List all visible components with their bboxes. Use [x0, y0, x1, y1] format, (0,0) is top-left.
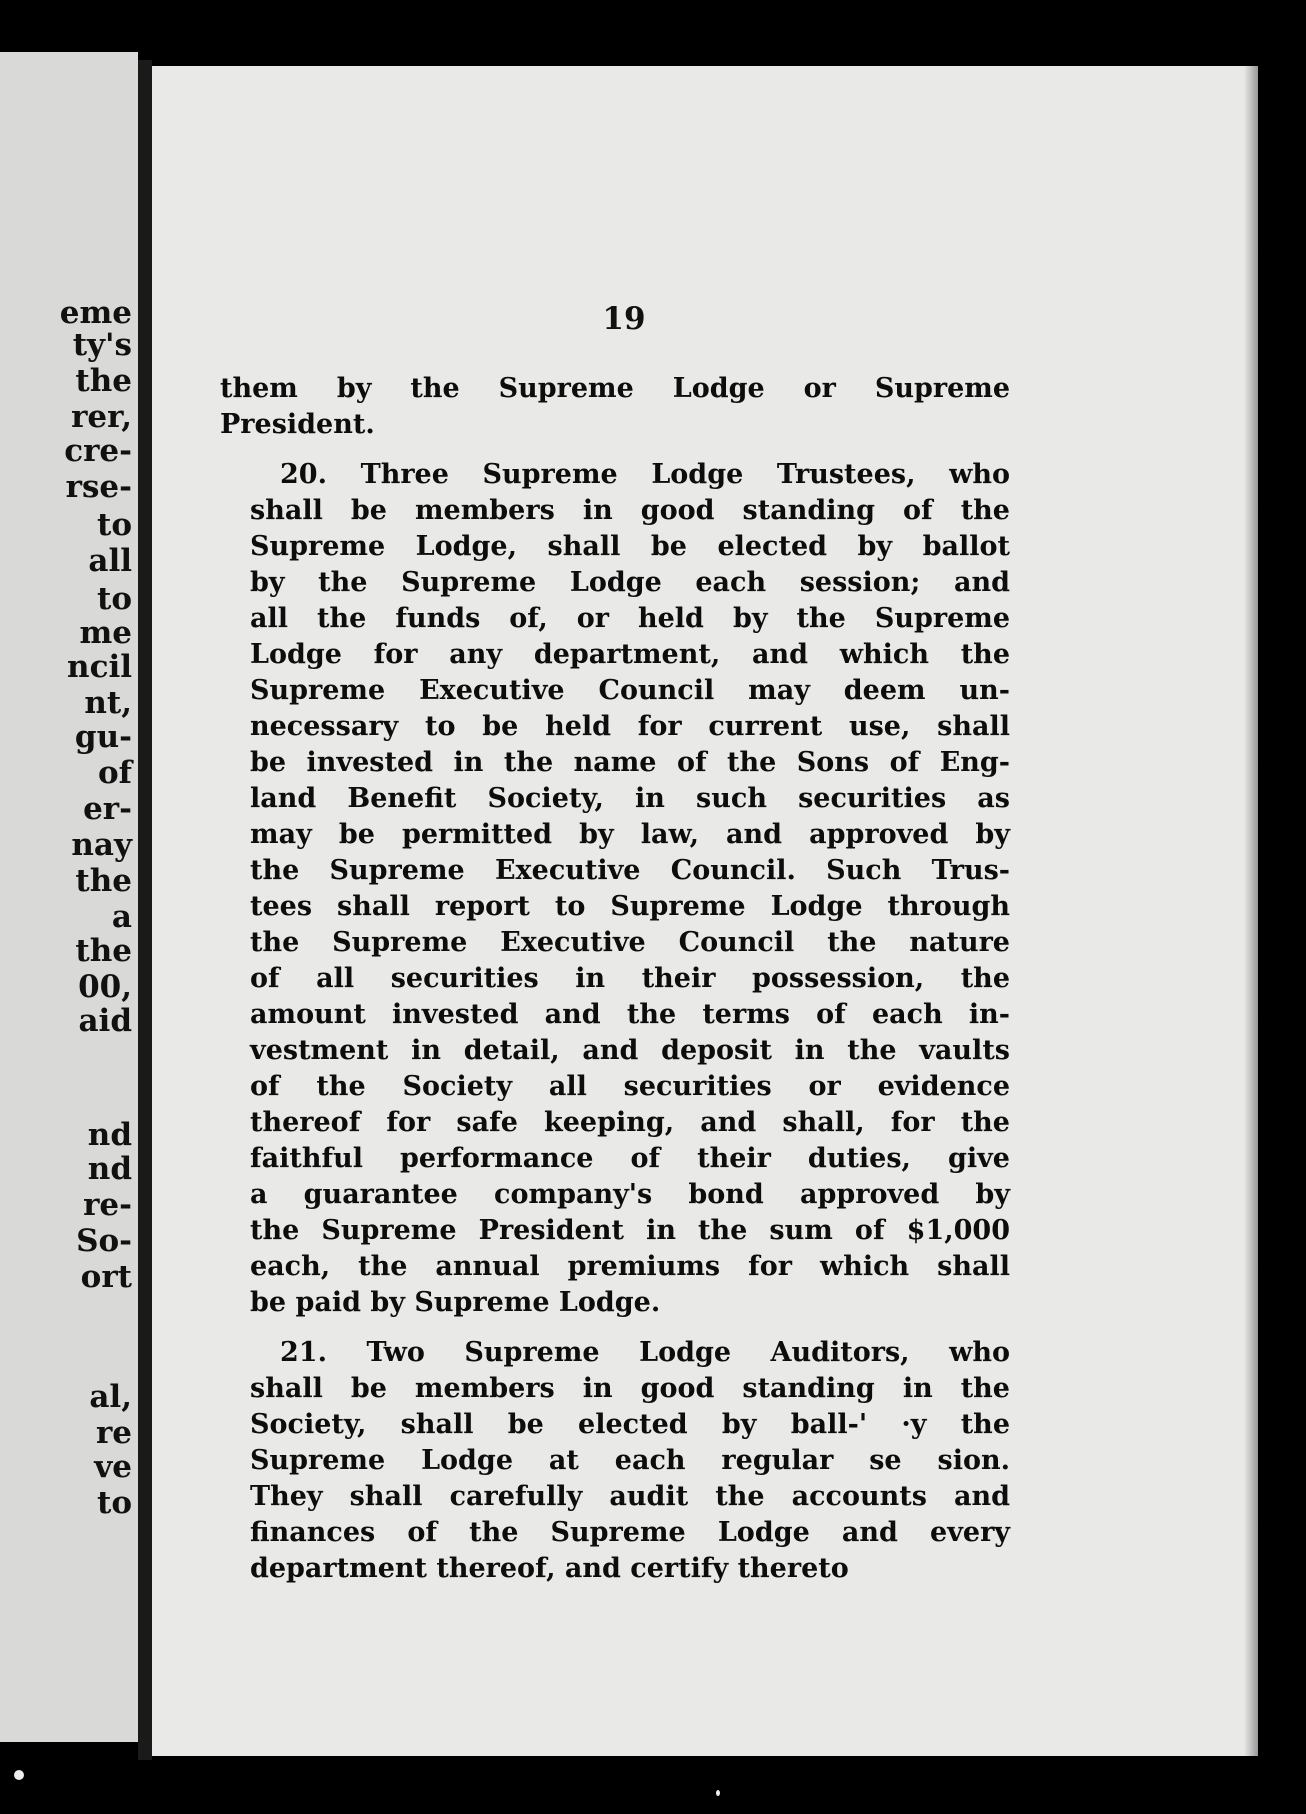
previous-page-fragment: 00,: [78, 969, 132, 1005]
previous-page-fragment: nay: [71, 827, 132, 863]
previous-page-fragment: the: [75, 863, 132, 899]
previous-page-fragment: ncil: [67, 649, 132, 685]
text-line: may be permitted by law, and approved by: [250, 819, 1010, 850]
text-line: land Benefit Society, in such securities as: [250, 783, 1010, 814]
text-line: thereof for safe keeping, and shall, for the: [250, 1107, 1010, 1138]
dust-speck: [716, 1790, 720, 1796]
previous-page-fragment: to: [97, 581, 132, 617]
previous-page-fragment: ve: [94, 1449, 132, 1485]
text-line: Supreme Lodge, shall be elected by ballot: [250, 531, 1010, 562]
text-line: of all securities in their possession, the: [250, 963, 1010, 994]
text-line: necessary to be held for current use, shall: [250, 711, 1010, 742]
previous-page-fragment: the: [75, 363, 132, 399]
text-line: be invested in the name of the Sons of Eng-: [250, 747, 1010, 778]
text-line: 20. Three Supreme Lodge Trustees, who: [280, 459, 1010, 490]
previous-page-fragment: ort: [80, 1259, 132, 1295]
page-body-text: [220, 371, 1010, 1601]
text-line: all the funds of, or held by the Supreme: [250, 603, 1010, 634]
text-line: tees shall report to Supreme Lodge through: [250, 891, 1010, 922]
text-line: Supreme Executive Council may deem un-: [250, 675, 1010, 706]
previous-page-fragment: gu-: [74, 719, 132, 755]
previous-page-fragment: re: [95, 1415, 132, 1451]
text-line: Society, shall be elected by ball-' ·y the: [250, 1409, 1010, 1440]
paragraph: [220, 371, 1010, 443]
previous-page-fragment: to: [97, 1485, 132, 1521]
previous-page-fragment: eme: [59, 295, 132, 331]
previous-page-fragment: nt,: [84, 685, 132, 721]
paragraph: [220, 457, 1010, 1321]
previous-page-fragment: cre-: [64, 433, 132, 469]
dust-speck: [14, 1770, 24, 1780]
page-number: 19: [602, 301, 646, 337]
text-line: faithful performance of their duties, give: [250, 1143, 1010, 1174]
text-line: each, the annual premiums for which shall: [250, 1251, 1010, 1282]
text-line: the Supreme President in the sum of $1,000: [250, 1215, 1010, 1246]
text-line: department thereof, and certify thereto: [250, 1553, 849, 1584]
text-line: a guarantee company's bond approved by: [250, 1179, 1010, 1210]
text-line: shall be members in good standing of the: [250, 495, 1010, 526]
text-line: shall be members in good standing in the: [250, 1373, 1010, 1404]
text-line: They shall carefully audit the accounts and: [250, 1481, 1010, 1512]
previous-page-fragment: the: [75, 933, 132, 969]
previous-page-fragment: So-: [76, 1223, 132, 1259]
paragraph: [220, 1335, 1010, 1587]
text-line: the Supreme Executive Council the nature: [250, 927, 1010, 958]
text-line: amount invested and the terms of each in-: [250, 999, 1010, 1030]
text-line: vestment in detail, and deposit in the vaults: [250, 1035, 1010, 1066]
text-line: them by the Supreme Lodge or Supreme: [220, 373, 1010, 404]
previous-page-fragment: to: [97, 507, 132, 543]
previous-page-fragment: all: [88, 543, 132, 579]
previous-page-fragment: rse-: [65, 469, 132, 505]
text-line: Supreme Lodge at each regular se sion.: [250, 1445, 1010, 1476]
previous-page-fragment: er-: [83, 791, 132, 827]
previous-page-fragment: rer,: [71, 399, 132, 435]
book-gutter: [138, 60, 152, 1760]
current-page: [152, 66, 1258, 1756]
text-line: be paid by Supreme Lodge.: [250, 1287, 661, 1318]
previous-page-fragment: re-: [83, 1187, 132, 1223]
text-line: the Supreme Executive Council. Such Trus-: [250, 855, 1010, 886]
text-line: President.: [220, 409, 375, 440]
text-line: of the Society all securities or evidence: [250, 1071, 1010, 1102]
text-line: Lodge for any department, and which the: [250, 639, 1010, 670]
previous-page-fragment: aid: [78, 1003, 132, 1039]
text-line: finances of the Supreme Lodge and every: [250, 1517, 1010, 1548]
previous-page-fragment: me: [79, 615, 132, 651]
previous-page-edge: [0, 52, 138, 1742]
previous-page-fragment: al,: [89, 1379, 132, 1415]
previous-page-fragment: nd: [87, 1151, 132, 1187]
previous-page-fragment: ty's: [72, 327, 132, 363]
text-line: 21. Two Supreme Lodge Auditors, who: [280, 1337, 1010, 1368]
previous-page-fragment: a: [111, 899, 132, 935]
previous-page-fragment: of: [97, 755, 132, 791]
text-line: by the Supreme Lodge each session; and: [250, 567, 1010, 598]
previous-page-fragment: nd: [87, 1117, 132, 1153]
